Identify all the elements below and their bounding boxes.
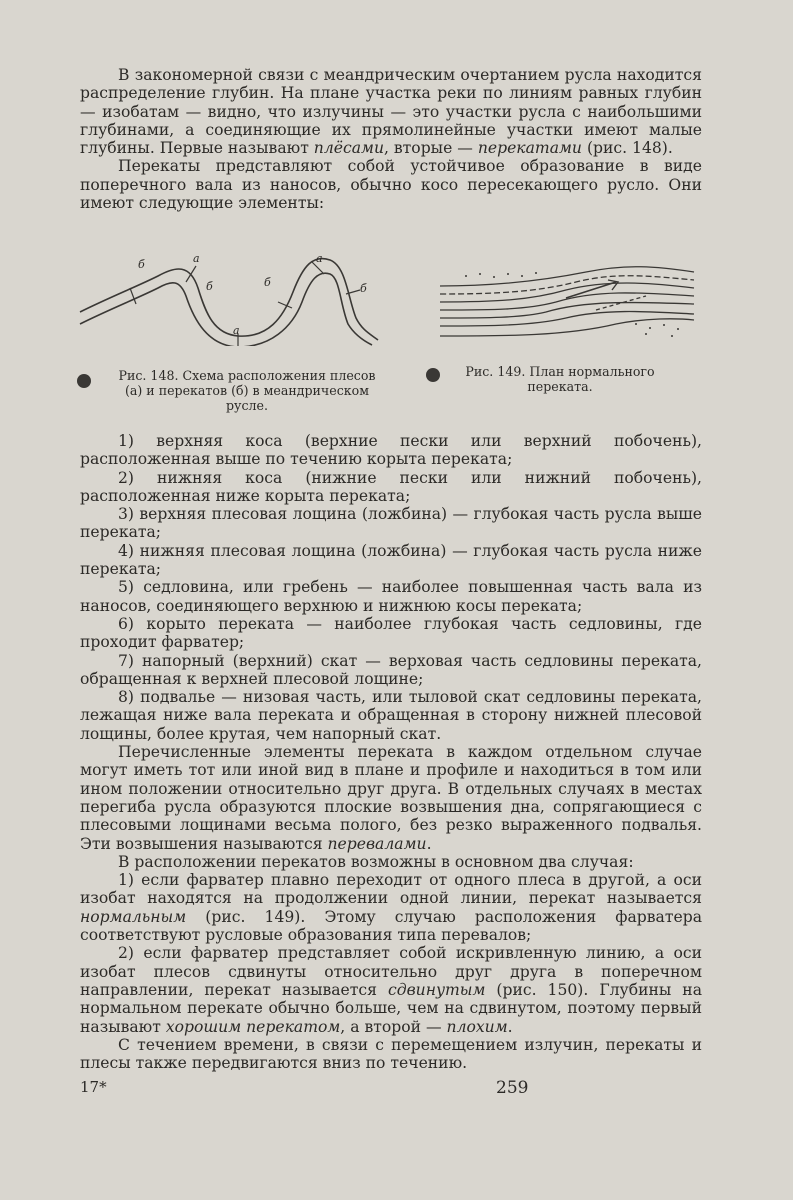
list-item: 8) подвалье — низовая часть, или тыловой скат седловины переката, лежащая ниже вала переката и обращенная в сторону нижней плесовой лощины, более крутая, чем напорный скат. (80, 688, 702, 743)
term-normalnym: нормальным (80, 907, 187, 926)
fig148-label-a3: а (233, 324, 240, 337)
fig148-bullet-icon (77, 374, 91, 388)
term-khoroshim: хорошим перекатом (165, 1017, 341, 1036)
fig148-label-a1: а (193, 252, 200, 265)
list-item: 1) верхняя коса (верхние пески или верхний побочень), расположенная выше по течению корыта переката; (80, 432, 702, 469)
term-sdvinutym: сдвинутым (387, 980, 486, 999)
signature-mark: 17* (80, 1078, 107, 1096)
fig148-label-b1: б (138, 258, 145, 271)
list-item: 3) верхняя плесовая лощина (ложбина) — глубокая часть русла выше переката; (80, 505, 702, 542)
fig149-caption: Рис. 149. План нормального переката. (465, 364, 655, 394)
figure-149-normal-riffle-plan (436, 252, 698, 342)
fig149-bullet-icon (426, 368, 440, 382)
fig148-label-a2: а (316, 252, 323, 265)
intro-text (80, 66, 702, 212)
list-item: 7) напорный (верхний) скат — верховая часть седловины переката, обращенная к верхней плесовой лощине; (80, 651, 702, 688)
fig148-label-b2: б (206, 280, 213, 293)
figure-148-meander-diagram (78, 248, 388, 346)
paragraph-6: 2) если фарватер представляет собой искривленную линию, а оси изобат плесов сдвинуты относительно друг друга в поперечном направлении, перекат называется сдвинутым (рис. 150). Глубины на нормальном перекате обычно больше, чем на сдвинутом, поэтому первый называют хорошим перекатом, а второй — плохим. (80, 944, 702, 1036)
list-item: 6) корыто переката — наиболее глубокая часть седловины, где проходит фарватер; (80, 614, 702, 652)
term-plesy: плёсами (313, 139, 384, 158)
term-plokhim: плохим (446, 1017, 508, 1036)
fig148-label-b3: б (264, 276, 271, 289)
term-perekaty: перекатами (477, 139, 582, 158)
term-perevaly: перевалами (327, 834, 427, 853)
paragraph-5: 1) если фарватер плавно переходит от одного плеса в другой, а оси изобат находятся на продолжении одной линии, перекат называется нормальным (рис. 149). Этому случаю расположения фарватера соответствуют русловые образования типа перевалов; (80, 871, 702, 945)
paragraph-4: В расположении перекатов возможны в основном два случая: (118, 852, 634, 871)
page-number: 259 (496, 1078, 529, 1098)
fig148-label-b4: б (360, 282, 367, 295)
fig148-caption: Рис. 148. Схема расположения плесов (а) и перекатов (б) в меандрическом русле. (118, 368, 376, 413)
paragraph-7: С течением времени, в связи с перемещением излучин, перекаты и плесы также передвигаются вниз по течению. (80, 1035, 702, 1073)
paragraph-2: Перекаты представляют собой устойчивое образование в виде поперечного вала из наносов, обычно косо пересекающего русло. Они имеют следующие элементы: (80, 157, 702, 213)
list-item: 2) нижняя коса (нижние пески или нижний побочень), расположенная ниже корыта переката; (80, 468, 702, 505)
list-item: 5) седловина, или гребень — наиболее повышенная часть вала из наносов, соединяющего верхнюю и нижнюю косы переката; (80, 578, 702, 615)
paragraph-1: В закономерной связи с меандрическим очертанием русла находится распределение глубин. На плане участка реки по линиям равных глубин — изобатам — видно, что излучины — это участки русла с наибольшими глубинами, а соединяющие их прямолинейные участки имеют малые глубины. Первые называют плёсами, вторые — перекатами (рис. 148). (80, 66, 702, 158)
riffle-elements-list (80, 432, 702, 1072)
paragraph-3: Перечисленные элементы переката в каждом отдельном случае могут иметь тот или иной вид в плане и профиле и находиться в том или ином положении относительно друг друга. В отдельных случаях в местах перегиба русла образуются плоские возвышения дна, сопрягающиеся с плесовыми лощинами весьма полого, без резко выраженного подвалья. Эти возвышения называются перевалами. (80, 743, 702, 853)
list-item: 4) нижняя плесовая лощина (ложбина) — глубокая часть русла ниже переката; (80, 541, 702, 579)
